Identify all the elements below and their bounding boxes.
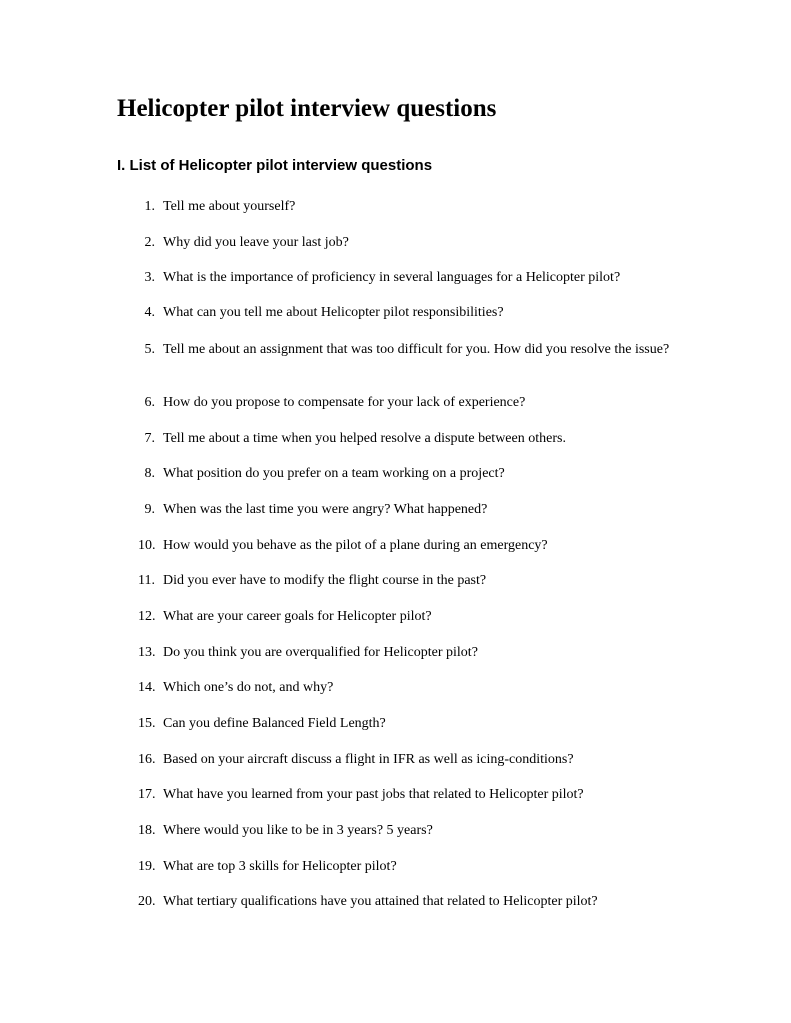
- question-text: Did you ever have to modify the flight course in the past?: [163, 573, 487, 588]
- question-text: What are your career goals for Helicopter pilot?: [163, 609, 432, 624]
- question-number: 13.: [138, 645, 156, 660]
- question-number: 10.: [138, 538, 156, 553]
- question-number: 6.: [144, 395, 155, 410]
- question-text: Tell me about yourself?: [163, 199, 296, 214]
- question-number: 3.: [144, 270, 155, 285]
- question-number: 4.: [144, 305, 155, 320]
- question-text: Which one’s do not, and why?: [163, 680, 334, 695]
- question-number: 16.: [138, 752, 156, 767]
- question-number: 20.: [138, 894, 156, 909]
- question-number: 2.: [144, 235, 155, 250]
- question-text: Do you think you are overqualified for Helicopter pilot?: [163, 645, 478, 660]
- question-number: 17.: [138, 787, 156, 802]
- section-heading: I. List of Helicopter pilot interview questions: [117, 157, 433, 174]
- question-number: 5.: [144, 342, 155, 357]
- question-text: Where would you like to be in 3 years? 5 years?: [163, 823, 433, 838]
- question-number: 9.: [144, 502, 155, 517]
- question-number: 18.: [138, 823, 156, 838]
- question-text: What position do you prefer on a team working on a project?: [163, 466, 505, 481]
- question-text: What have you learned from your past jobs that related to Helicopter pilot?: [163, 787, 584, 802]
- question-text: Based on your aircraft discuss a flight in IFR as well as icing-conditions?: [163, 752, 574, 767]
- question-text: Tell me about a time when you helped resolve a dispute between others.: [163, 431, 566, 446]
- question-number: 15.: [138, 716, 156, 731]
- question-text: Can you define Balanced Field Length?: [163, 716, 386, 731]
- question-text: What are top 3 skills for Helicopter pilot?: [163, 859, 397, 874]
- question-text: Tell me about an assignment that was too difficult for you. How did you resolve the issue?: [163, 342, 670, 357]
- question-number: 7.: [144, 431, 155, 446]
- question-text: What tertiary qualifications have you attained that related to Helicopter pilot?: [163, 894, 598, 909]
- question-text: What can you tell me about Helicopter pilot responsibilities?: [163, 305, 504, 320]
- question-number: 8.: [144, 466, 155, 481]
- question-text: What is the importance of proficiency in several languages for a Helicopter pilot?: [163, 270, 621, 285]
- question-number: 19.: [138, 859, 156, 874]
- question-number: 11.: [138, 573, 155, 588]
- question-number: 14.: [138, 680, 156, 695]
- question-text: When was the last time you were angry? What happened?: [163, 502, 488, 517]
- question-number: 12.: [138, 609, 156, 624]
- question-text: How would you behave as the pilot of a plane during an emergency?: [163, 538, 548, 553]
- document-title: Helicopter pilot interview questions: [117, 95, 497, 122]
- question-text: Why did you leave your last job?: [163, 235, 349, 250]
- question-number: 1.: [144, 199, 155, 214]
- question-text: How do you propose to compensate for your lack of experience?: [163, 395, 526, 410]
